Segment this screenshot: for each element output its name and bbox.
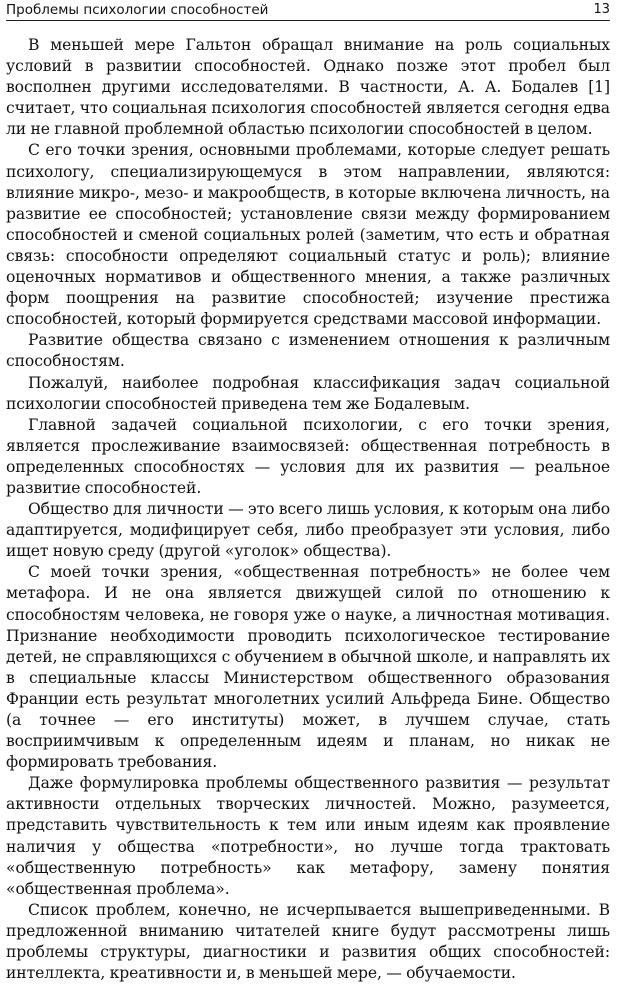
paragraph: Даже формулировка проблемы общественного развития — результат активности отдельных творческих личностей. Можно, разумеется, представить чувствительность к тем или иным идеям как проявление наличия у общества «потребности», но лучше тогда трактовать «общественную потребность» как метафору, замену понятия «общественная проблема».: [6, 774, 610, 898]
paragraph: Главной задачей социальной психологии, с его точки зрения, является прослеживание взаимосвязей: общественная потребность в определенных способностях — условия для их развития — реальное развитие способностей.: [6, 415, 610, 497]
paragraph: Развитие общества связано с изменением отношения к различным способностям.: [6, 331, 610, 371]
running-header: [6, 0, 610, 22]
paragraph: С моей точки зрения, «общественная потребность» не более чем метафора. И не она является движущей силой по отношению к способностям человека, не говоря уже о науке, а личностная мотивация. Признание необходимости проводить психологическое тестирование детей, не справляющихся с обучением в обычной школе, и направлять их в специальные классы Министерством общественного образования Франции есть результат многолетних усилий Альфреда Бине. Общество (а точнее — его институты) может, в лучшем случае, стать восприимчивым к определенным идеям и планам, но никак не формировать требования.: [6, 563, 610, 772]
page-number: 13: [593, 2, 610, 17]
paragraph: В меньшей мере Гальтон обращал внимание на роль социальных условий в развитии способностей. Однако позже этот пробел был восполнен другими исследователями. В частности, А. А. Бодалев [1] считает, что социальная психология способностей является сегодня едва ли не главной проблемной областью психологии способностей в целом.: [6, 36, 610, 139]
running-title: Проблемы психологии способностей: [6, 2, 269, 18]
paragraph: Общество для личности — это всего лишь условия, к которым она либо адаптируется, модифицирует себя, либо преобразует эти условия, либо ищет новую среду (другой «уголок» общества).: [6, 500, 611, 561]
paragraph: С его точки зрения, основными проблемами, которые следует решать психологу, специализирующемуся в этом направлении, являются: влияние микро-, мезо- и макрообществ, в которые включена личность, на развитие ее способностей; установление связи между формированием способностей и сменой социальных ролей (заметим, что есть и обратная связь: способности определяют социальный статус и роль); влияние оценочных нормативов и общественного мнения, а также различных форм поощрения на развитие способностей; изучение престижа способностей, который формируется средствами массовой информации.: [6, 141, 610, 329]
body-text: [6, 35, 610, 984]
paragraph: Список проблем, конечно, не исчерпывается вышеприведенными. В предложенной вниманию читателей книге будут рассмотрены лишь проблемы структуры, диагностики и развития общих способностей: интеллекта, креативности и, в меньшей мере, — обучаемости.: [6, 900, 610, 983]
paragraph: Пожалуй, наиболее подробная классификация задач социальной психологии способностей приведена тем же Бодалевым.: [6, 373, 610, 413]
header-rule: [6, 20, 610, 21]
